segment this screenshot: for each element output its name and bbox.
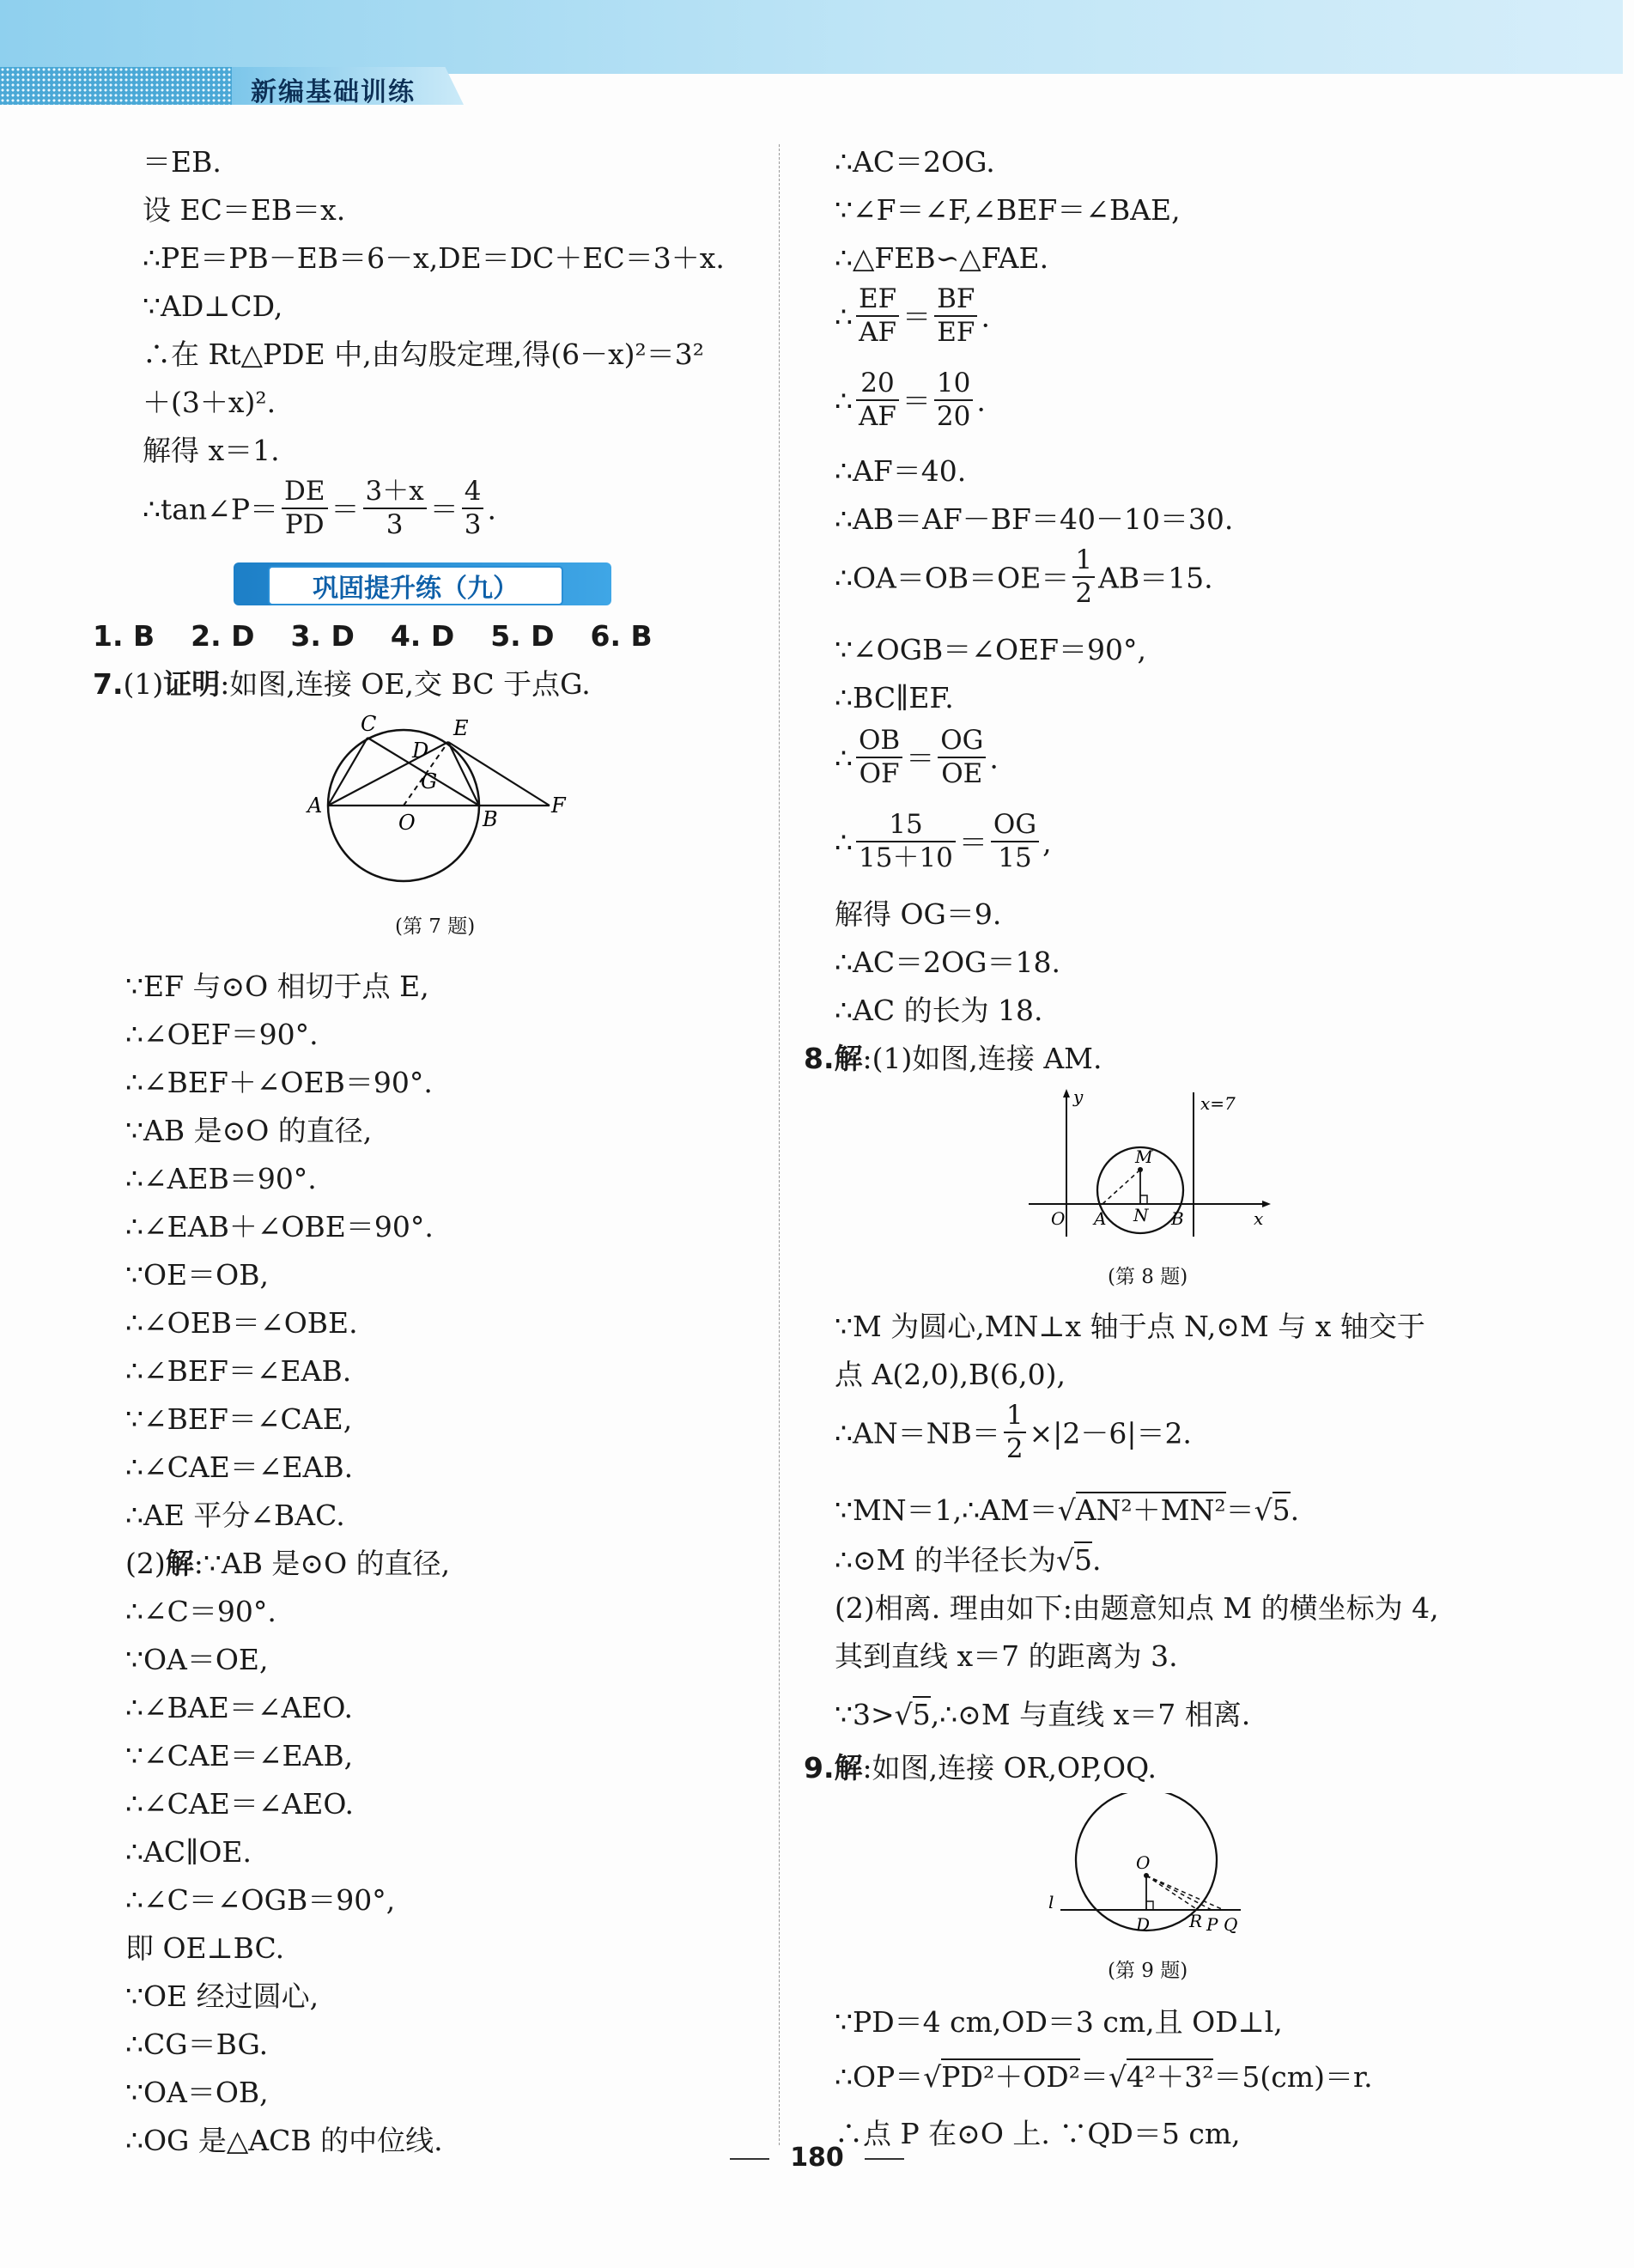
question-number: 9. [804, 1751, 835, 1785]
page-dash-right [865, 2158, 904, 2160]
text-line: ∴PE＝PB－EB＝6－x,DE＝DC＋EC＝3＋x. [143, 241, 725, 275]
solution-label: 解 [834, 1042, 863, 1075]
answer-item: 3. D [290, 619, 355, 653]
page-number: 180 [790, 2143, 844, 2173]
numerator: 1 [1004, 1402, 1026, 1433]
y-axis-arrow [1063, 1089, 1070, 1098]
text-line: ∴∠CAE＝∠AEO. [125, 1787, 354, 1821]
text-line: ∴∠BEF＋∠OEB＝90°. [125, 1066, 433, 1099]
fraction-line [835, 368, 986, 434]
fraction [1004, 1402, 1026, 1462]
text-line: (2)相离. 理由如下:由题意知点 M 的横坐标为 4, [835, 1591, 1439, 1625]
sqrt-symbol: √ [1254, 1493, 1273, 1527]
numerator: 20 [856, 369, 899, 401]
label-o: O [1136, 1852, 1151, 1873]
compare-suffix: ,∴⊙M 与直线 x＝7 相离. [930, 1698, 1251, 1731]
text-line: ∴AC＝2OG＝18. [835, 946, 1060, 979]
compare-line [835, 1700, 1250, 1729]
right-angle-mark [1140, 1195, 1147, 1204]
text-line: ∴点 P 在⊙O 上. ∵QD＝5 cm, [835, 2117, 1241, 2150]
text-line: 点 A(2,0),B(6,0), [835, 1358, 1066, 1391]
radicand: 5 [1073, 1543, 1092, 1577]
text-line: ∵OE 经过圆心, [125, 1979, 319, 2013]
therefore: ∴ [835, 384, 853, 418]
column-divider [779, 144, 780, 2145]
text-line: ∴AC＝2OG. [835, 145, 995, 179]
fraction [938, 727, 986, 787]
part-label: (1) [123, 667, 164, 701]
text-line: ∴在 Rt△PDE 中,由勾股定理,得(6－x)²＝3² [143, 337, 705, 371]
label-g: G [421, 769, 438, 793]
fraction [856, 727, 902, 787]
text-line: 设 EC＝EB＝x. [143, 193, 346, 227]
part-label: (2) [125, 1547, 166, 1580]
text-line: ∴AF＝40. [835, 454, 967, 488]
text-line: ∴∠AEB＝90°. [125, 1162, 317, 1195]
fraction-line [835, 283, 990, 350]
radius-line [835, 1543, 1102, 1577]
label-d: D [412, 739, 429, 763]
period: . [1091, 1543, 1102, 1577]
question-number: 8. [804, 1042, 835, 1075]
label-l: l [1048, 1892, 1054, 1912]
denominator: 3 [386, 508, 404, 540]
text-line: ∴∠OEF＝90°. [125, 1018, 319, 1051]
label-p: P [1206, 1914, 1218, 1935]
q8-intro [804, 1044, 1102, 1073]
denominator: PD [284, 508, 325, 540]
proof-label: 证明 [163, 667, 221, 701]
numerator: OB [856, 727, 902, 758]
label-n: N [1133, 1205, 1149, 1225]
text-line: ∵PD＝4 cm,OD＝3 cm,且 OD⊥l, [835, 2005, 1283, 2039]
text-line: ＋(3＋x)². [143, 386, 276, 419]
answer-item: 6. B [590, 619, 653, 653]
text-line: ∵EF 与⊙O 相切于点 E, [125, 970, 429, 1003]
label-e: E [453, 716, 469, 740]
equals: ＝ [1225, 1493, 1254, 1527]
section-banner [234, 562, 611, 605]
radicand: 5 [1272, 1493, 1291, 1527]
op-suffix: ＝5(cm)＝r. [1213, 2060, 1373, 2094]
numerator: 10 [934, 369, 973, 401]
denominator: 2 [1005, 1432, 1024, 1464]
answer-row [93, 619, 653, 653]
header-title: 新编基础训练 [251, 77, 416, 107]
text-line: ∵AD⊥CD, [143, 289, 283, 323]
compare-prefix: ∵3> [835, 1698, 895, 1731]
figure-7-caption: (第 7 题) [395, 915, 476, 938]
label-m: M [1135, 1146, 1153, 1167]
text-line: ∴∠EAB＋∠OBE＝90°. [125, 1210, 434, 1243]
header-band [0, 0, 1623, 74]
text-line: ∵∠BEF＝∠CAE, [125, 1402, 353, 1436]
radicand: 5 [912, 1698, 931, 1731]
equals: ＝ [902, 300, 932, 334]
fraction [856, 811, 956, 872]
figure-9 [1043, 1793, 1267, 1939]
q7-text: :如图,连接 OE,交 BC 于点G. [220, 667, 591, 701]
denominator: 15＋10 [859, 842, 953, 873]
text-line: ∴BC∥EF. [835, 681, 954, 714]
radicand: AN²＋MN² [1075, 1493, 1226, 1527]
text-line: ∴∠BEF＝∠EAB. [125, 1354, 352, 1388]
text-line: ∴∠C＝90°. [125, 1595, 276, 1628]
tan-prefix: ∴tan∠P＝ [143, 492, 279, 526]
answer-item: 4. D [390, 619, 455, 653]
text-line: ∵∠CAE＝∠EAB, [125, 1739, 354, 1772]
q8-text: :(1)如图,连接 AM. [862, 1042, 1102, 1075]
period: . [989, 741, 999, 775]
equals: ＝ [906, 741, 935, 775]
sqrt-symbol: √ [894, 1698, 913, 1731]
denominator: AF [859, 400, 896, 432]
sqrt-symbol: √ [1108, 2060, 1127, 2094]
half-suffix: AB＝15. [1098, 561, 1213, 595]
denominator: 2 [1075, 577, 1093, 609]
fraction [363, 477, 427, 538]
equals: ＝ [331, 492, 360, 526]
comma: , [1042, 825, 1052, 860]
denominator: AF [859, 316, 897, 348]
text-line: ∴AC∥OE. [125, 1835, 252, 1869]
segment-or [1146, 1876, 1198, 1910]
half-prefix: ∴OA＝OB＝OE＝ [835, 561, 1070, 595]
numerator: 3＋x [363, 477, 427, 509]
label-y: y [1073, 1086, 1084, 1107]
label-b: B [483, 807, 498, 831]
text-line: ∵OA＝OE, [125, 1643, 269, 1676]
fraction [1072, 546, 1095, 607]
text-line: ∴∠BAE＝∠AEO. [125, 1691, 353, 1724]
an-prefix: ∴AN＝NB＝ [835, 1416, 1000, 1450]
label-q: Q [1224, 1914, 1238, 1935]
q9-text: :如图,连接 OR,OP,OQ. [862, 1751, 1157, 1785]
text-line: 其到直线 x＝7 的距离为 3. [835, 1639, 1178, 1673]
mn-prefix: ∵MN＝1,∴AM＝ [835, 1493, 1058, 1527]
numerator: OG [991, 811, 1039, 842]
text-line: ∴△FEB∽△FAE. [835, 241, 1049, 275]
fraction-line [835, 809, 1052, 875]
numerator: 4 [462, 477, 484, 509]
therefore: ∴ [835, 300, 853, 334]
text-line: ＝EB. [143, 145, 222, 179]
question-number: 7. [93, 667, 124, 701]
therefore: ∴ [835, 741, 853, 775]
an-suffix: ×|2－6|＝2. [1029, 1416, 1192, 1450]
label-a: A [307, 793, 323, 818]
segment-am-dashed [1102, 1170, 1140, 1204]
fraction-line [835, 725, 999, 791]
numerator: 15 [856, 811, 956, 842]
half-line [835, 544, 1213, 611]
label-a: A [1094, 1208, 1107, 1229]
equals: ＝ [958, 825, 987, 860]
fraction [856, 285, 899, 346]
radicand: PD²＋OD² [941, 2060, 1080, 2094]
label-x: x [1254, 1208, 1264, 1229]
denominator: OE [941, 757, 983, 789]
text-line: ∴AE 平分∠BAC. [125, 1499, 345, 1532]
segment-op [1146, 1876, 1212, 1910]
numerator: 1 [1072, 546, 1095, 578]
fraction [991, 811, 1039, 872]
period: . [981, 300, 990, 334]
an-line [835, 1400, 1192, 1466]
radicand: 4²＋3² [1126, 2060, 1214, 2094]
equals: ＝ [429, 492, 459, 526]
page-dash-left [730, 2158, 769, 2160]
label-r: R [1189, 1911, 1203, 1931]
label-o: O [1051, 1208, 1066, 1229]
page-number-footer [0, 2143, 1634, 2173]
op-prefix: ∴OP＝ [835, 2060, 924, 2094]
label-x-eq-7: x=7 [1200, 1093, 1236, 1114]
text-line: ∵OE＝OB, [125, 1258, 269, 1292]
part2-intro [125, 1549, 450, 1578]
sqrt-symbol: √ [1055, 1543, 1074, 1577]
numerator: DE [282, 477, 327, 509]
solution-label: 解 [165, 1547, 194, 1580]
label-b: B [1171, 1208, 1184, 1229]
answer-item: 1. B [93, 619, 155, 653]
therefore: ∴ [835, 825, 853, 860]
denominator: 15 [998, 842, 1032, 873]
header-dot-pattern [0, 67, 232, 105]
denominator: 3 [464, 508, 482, 540]
point-o [1144, 1873, 1149, 1878]
text-line: ∴OG 是△ACB 的中位线. [125, 2124, 443, 2157]
fraction [282, 477, 327, 538]
label-d: D [1136, 1914, 1151, 1935]
text-line: ∵OA＝OB, [125, 2076, 269, 2109]
segment-oq [1146, 1876, 1224, 1910]
equals: ＝ [1079, 2060, 1109, 2094]
q9-intro [804, 1751, 1157, 1785]
label-o: O [398, 811, 416, 835]
q7-intro [93, 667, 591, 701]
numerator: EF [856, 285, 899, 317]
x-axis-arrow [1262, 1201, 1271, 1207]
label-f: F [551, 793, 566, 818]
text-line: ∴AB＝AF－BF＝40－10＝30. [835, 502, 1234, 536]
figure-8-caption: (第 8 题) [1108, 1266, 1188, 1288]
text-line: 解得 x＝1. [143, 434, 280, 467]
fraction [462, 477, 484, 538]
numerator: BF [934, 285, 977, 317]
text-line: ∴∠OEB＝∠OBE. [125, 1306, 358, 1340]
fraction [934, 285, 977, 346]
text-line: 即 OE⊥BC. [125, 1931, 285, 1965]
op-line [835, 2060, 1373, 2094]
text-line: ∵M 为圆心,MN⊥x 轴于点 N,⊙M 与 x 轴交于 [835, 1310, 1425, 1343]
solution-label: 解 [834, 1751, 863, 1785]
text-line: ∴CG＝BG. [125, 2028, 269, 2061]
sqrt-symbol: √ [1057, 1493, 1076, 1527]
text-line: ∵∠OGB＝∠OEF＝90°, [835, 633, 1146, 666]
text-line: ∴∠CAE＝∠EAB. [125, 1450, 354, 1484]
point-m [1138, 1167, 1143, 1172]
fraction [856, 369, 899, 430]
text-line: ∵∠F＝∠F,∠BEF＝∠BAE, [835, 193, 1181, 227]
denominator: 20 [936, 400, 971, 432]
radius-prefix: ∴⊙M 的半径长为 [835, 1543, 1056, 1577]
answer-item: 5. D [490, 619, 555, 653]
text-line: ∴∠C＝∠OGB＝90°, [125, 1883, 396, 1917]
equals: ＝ [902, 384, 931, 418]
numerator: OG [938, 727, 986, 758]
tan-formula [143, 476, 496, 542]
section-title: 巩固提升练（九） [268, 566, 563, 605]
sqrt-symbol: √ [923, 2060, 942, 2094]
mn-line [835, 1493, 1300, 1527]
text-line: ∴AC 的长为 18. [835, 994, 1043, 1027]
denominator: OF [859, 757, 900, 789]
answer-item: 2. D [191, 619, 255, 653]
denominator: EF [937, 316, 975, 348]
period: . [1290, 1493, 1300, 1527]
fraction [934, 369, 973, 430]
period: . [976, 384, 986, 418]
text-line: 解得 OG＝9. [835, 897, 1002, 931]
figure-7 [292, 709, 584, 890]
text-line: ∵AB 是⊙O 的直径, [125, 1114, 373, 1147]
part2-text: :∵AB 是⊙O 的直径, [193, 1547, 451, 1580]
right-angle-mark [1146, 1901, 1153, 1910]
figure-9-caption: (第 9 题) [1108, 1960, 1188, 1982]
figure-8 [1022, 1084, 1279, 1247]
label-c: C [361, 712, 377, 736]
period: . [487, 492, 496, 526]
